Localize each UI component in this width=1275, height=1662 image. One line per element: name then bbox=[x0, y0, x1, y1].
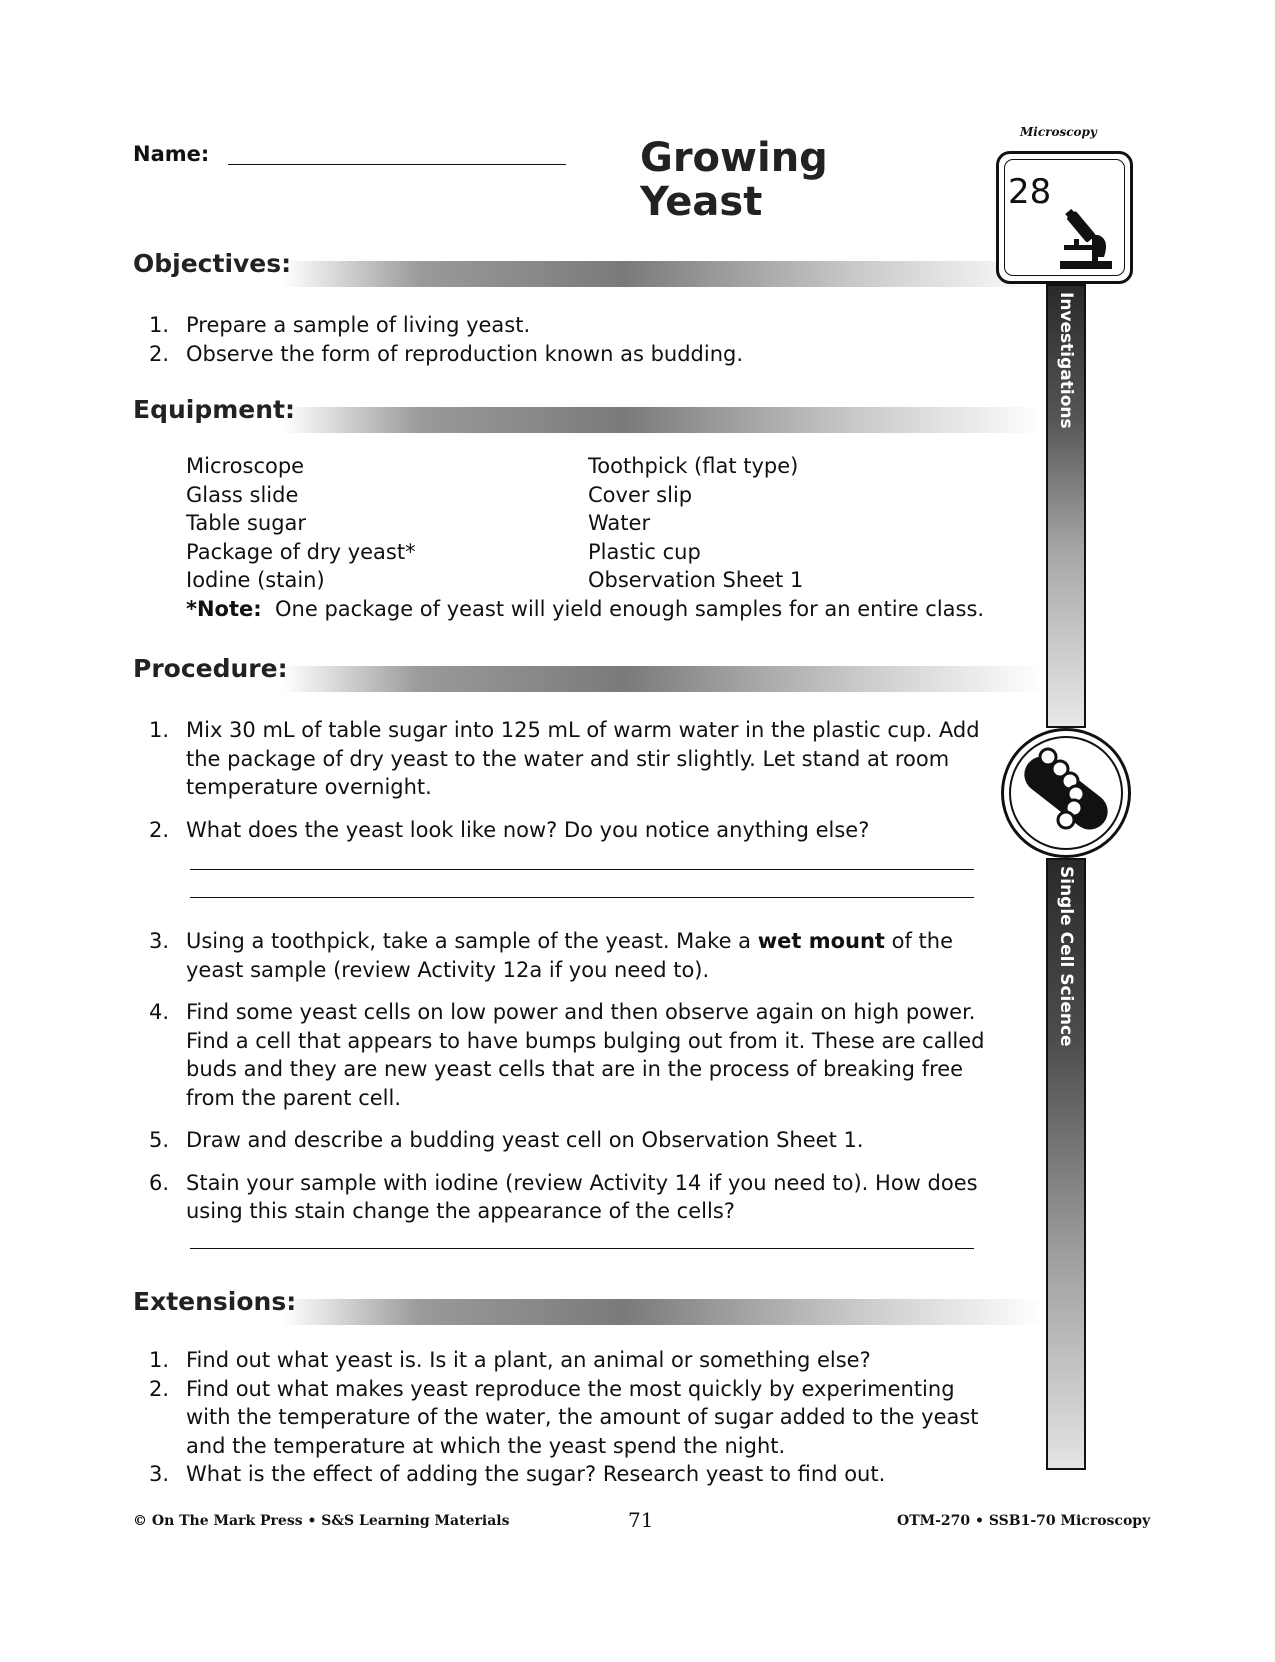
answer-line[interactable] bbox=[190, 897, 974, 898]
equipment-heading: Equipment: bbox=[133, 395, 295, 424]
page-number: 71 bbox=[628, 1508, 654, 1532]
footer-publisher: © On The Mark Press • S&S Learning Materials bbox=[133, 1513, 510, 1529]
list-item: 3. Using a toothpick, take a sample of the yeast. Make a wet mount of the yeast sample (review Activity 12a if you need to). bbox=[148, 929, 954, 982]
objectives-list bbox=[133, 311, 993, 368]
single-cell-strip bbox=[1046, 858, 1086, 1470]
name-blank-line[interactable] bbox=[228, 164, 566, 165]
list-item: 3. What is the effect of adding the sugar? Research yeast to find out. bbox=[148, 1462, 886, 1486]
list-item: 4. Find some yeast cells on low power and then observe again on high power. Find a cell that appears to have bumps bulging out from it. These are called buds and they are new yeast cells that are in the process of breaking free from the parent cell. bbox=[148, 1000, 985, 1110]
list-item: 2. What does the yeast look like now? Do you notice anything else? bbox=[148, 817, 870, 842]
equipment-item: Cover slip bbox=[588, 482, 693, 507]
category-label: Microscopy bbox=[1020, 125, 1097, 139]
list-item: 2. Observe the form of reproduction known as budding. bbox=[148, 341, 744, 366]
name-label: Name: bbox=[133, 142, 210, 166]
answer-line[interactable] bbox=[190, 1248, 974, 1249]
equipment-item: Iodine (stain) bbox=[186, 568, 325, 592]
cell-chain-icon bbox=[1004, 731, 1128, 855]
equipment-note: *Note: One package of yeast will yield enough samples for an entire class. bbox=[186, 596, 985, 621]
procedure-heading: Procedure: bbox=[133, 654, 288, 683]
list-item: 1. Mix 30 mL of table sugar into 125 mL of warm water in the plastic cup. Add the package of dry yeast to the water and stir slightly. Let stand at room temperature overnight. bbox=[148, 718, 980, 799]
activity-badge bbox=[996, 151, 1133, 284]
equipment-item: Package of dry yeast* bbox=[186, 539, 416, 564]
page-title bbox=[640, 136, 828, 224]
section-bar bbox=[283, 666, 1043, 692]
title-line-2: Yeast bbox=[640, 179, 763, 225]
section-bar bbox=[283, 407, 1043, 433]
list-item: 1. Prepare a sample of living yeast. bbox=[148, 313, 531, 337]
list-item: 5. Draw and describe a budding yeast cell on Observation Sheet 1. bbox=[148, 1128, 864, 1152]
list-item: 6. Stain your sample with iodine (review Activity 14 if you need to). How does using this stain change the appearance of the cells? bbox=[148, 1170, 978, 1223]
list-item: 2. Find out what makes yeast reproduce the most quickly by experimenting with the temperature of the water, the amount of sugar added to the yeast and the temperature at which the yeast spend the night. bbox=[148, 1376, 979, 1458]
list-item: 1. Find out what yeast is. Is it a plant, an animal or something else? bbox=[148, 1348, 871, 1372]
investigations-strip bbox=[1046, 284, 1086, 728]
equipment-list bbox=[186, 452, 1006, 623]
footer-catalog: OTM-270 • SSB1-70 Microscopy bbox=[897, 1513, 1151, 1529]
single-cell-emblem bbox=[1001, 728, 1131, 858]
microscope-icon bbox=[1054, 205, 1116, 271]
answer-line[interactable] bbox=[190, 869, 974, 870]
section-bar bbox=[283, 1299, 1043, 1325]
objectives-heading: Objectives: bbox=[133, 249, 292, 278]
procedure-list bbox=[133, 716, 993, 1240]
investigations-label: Investigations bbox=[1056, 292, 1076, 429]
equipment-item: Microscope bbox=[186, 454, 305, 478]
extensions-list bbox=[133, 1346, 993, 1489]
title-line-1: Growing bbox=[640, 135, 828, 181]
equipment-item: Toothpick (flat type) bbox=[588, 454, 799, 478]
activity-number: 28 bbox=[1008, 172, 1052, 212]
equipment-item: Glass slide bbox=[186, 482, 299, 507]
equipment-item: Observation Sheet 1 bbox=[588, 568, 804, 592]
section-bar bbox=[283, 261, 1043, 287]
extensions-heading: Extensions: bbox=[133, 1287, 297, 1316]
equipment-item: Table sugar bbox=[186, 511, 307, 535]
single-cell-label: Single Cell Science bbox=[1056, 866, 1076, 1047]
equipment-item: Plastic cup bbox=[588, 539, 701, 564]
equipment-item: Water bbox=[588, 511, 651, 535]
